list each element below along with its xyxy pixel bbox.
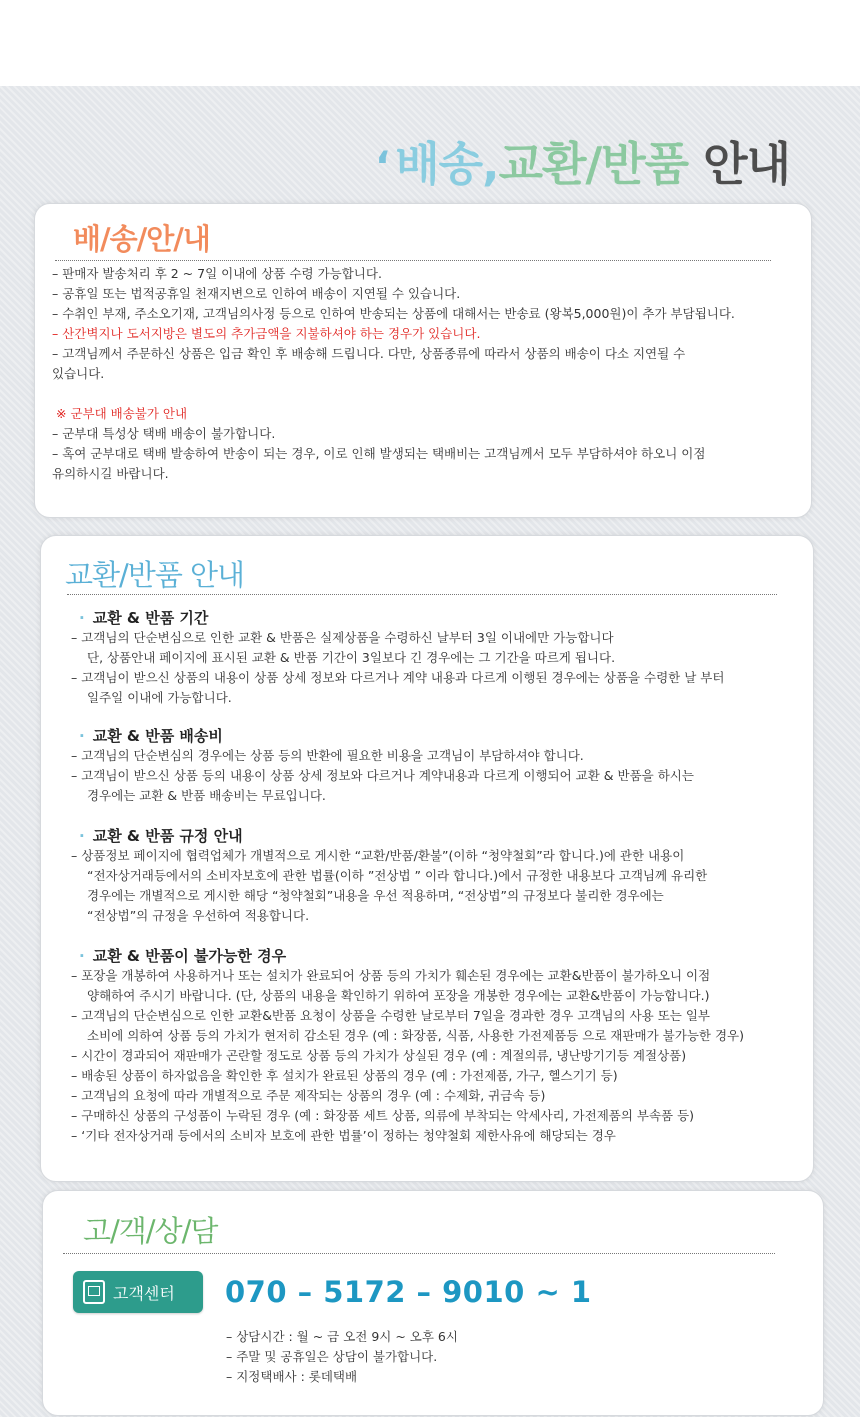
section-heading: · 교환 & 반품이 불가능한 경우 [79, 947, 287, 965]
shipping-title: 배/송/안/내 [73, 222, 210, 256]
title-shipping: 배송, [395, 137, 499, 191]
section-line: – ‘기타 전자상거래 등에서의 소비자 보호에 관한 법률’이 정하는 청약철회 제한사유에 해당되는 경우 [71, 1128, 616, 1143]
consult-holiday: – 주말 및 공휴일은 상담이 불가합니다. [226, 1349, 438, 1364]
top-spacer [0, 0, 860, 86]
bullet-icon: · [79, 727, 85, 745]
section-heading: · 교환 & 반품 기간 [79, 609, 209, 627]
section-line: – 고객님의 단순변심으로 인한 교환 & 반품은 실제상품을 수령하신 날부터 3일 이내에만 가능합니다 [71, 630, 614, 645]
shipping-line: – 고객님께서 주문하신 상품은 입금 확인 후 배송해 드립니다. 다만, 상품종류에 따라서 상품의 배송이 다소 지연될 수 [52, 346, 686, 361]
section-line: – 시간이 경과되어 재판매가 곤란할 정도로 상품 등의 가치가 상실된 경우 (예 : 계절의류, 냉난방기기등 계절상품) [71, 1048, 687, 1063]
exchange-section-rules [71, 826, 707, 926]
section-line: – 배송된 상품이 하자없음을 확인한 후 설치가 완료된 상품의 경우 (예 : 가전제품, 가구, 헬스기기 등) [71, 1068, 618, 1083]
book-icon [83, 1280, 105, 1304]
section-line: “전자상거래등에서의 소비자보호에 관한 법률(이하 ”전상법 ” 이라 합니다.)에서 규정한 내용보다 고객님께 유리한 [87, 868, 708, 883]
customer-center-label: 고객센터 [113, 1283, 175, 1303]
shipping-line: – 판매자 발송처리 후 2 ~ 7일 이내에 상품 수령 가능합니다. [52, 266, 382, 281]
military-line: 유의하시길 바랍니다. [52, 466, 169, 481]
section-line: – 고객님의 요청에 따라 개별적으로 주문 제작되는 상품의 경우 (예 : 수제화, 귀금속 등) [71, 1088, 546, 1103]
military-notice [52, 404, 705, 484]
section-line: 경우에는 개별적으로 게시한 해당 “청약철회”내용을 우선 적용하며, “전상법”의 규정보다 불리한 경우에는 [87, 888, 664, 903]
section-line: 일주일 이내에 가능합니다. [87, 690, 232, 705]
section-line: – 고객님의 단순변심의 경우에는 상품 등의 반환에 필요한 비용을 고객님이 부담하셔야 합니다. [71, 748, 584, 763]
customer-center-badge [73, 1271, 203, 1313]
bullet-icon: · [79, 947, 85, 965]
consult-card [42, 1190, 824, 1416]
military-title: ※ 군부대 배송불가 안내 [56, 406, 188, 421]
section-line: 경우에는 교환 & 반품 배송비는 무료입니다. [87, 788, 326, 803]
consult-title: 고/객/상/담 [83, 1214, 218, 1248]
bullet-icon: · [79, 609, 85, 627]
section-line: – 고객님이 받으신 상품의 내용이 상품 상세 정보와 다르거나 계약 내용과 다르게 이행된 경우에는 상품을 수령한 날 부터 [71, 670, 725, 685]
section-heading: · 교환 & 반품 배송비 [79, 727, 223, 745]
divider [63, 1253, 775, 1254]
divider [55, 260, 771, 261]
section-line: 소비에 의하여 상품 등의 가치가 현저히 감소된 경우 (예 : 화장품, 식품, 사용한 가전제품등 으로 재판매가 불가능한 경우) [87, 1028, 744, 1043]
section-line: 양해하여 주시기 바랍니다. (단, 상품의 내용을 확인하기 위하여 포장을 개봉한 경우에는 교환&반품이 가능합니다.) [87, 988, 710, 1003]
shipping-lines [52, 264, 735, 384]
page-title [375, 128, 790, 194]
shipping-line-warning: – 산간벽지나 도서지방은 별도의 추가금액을 지불하셔야 하는 경우가 있습니다. [52, 326, 481, 341]
section-line: “전상법”의 규정을 우선하여 적용합니다. [87, 908, 310, 923]
shipping-line: – 공휴일 또는 법적공휴일 천재지변으로 인하여 배송이 지연될 수 있습니다. [52, 286, 461, 301]
phone-number[interactable]: 070 – 5172 – 9010 ~ 1 [225, 1275, 592, 1309]
section-line: – 고객님이 받으신 상품 등의 내용이 상품 상세 정보와 다르거나 계약내용과 다르게 이행되어 교환 & 반품을 하시는 [71, 768, 694, 783]
section-line: – 포장을 개봉하여 사용하거나 또는 설치가 완료되어 상품 등의 가치가 훼손된 경우에는 교환&반품이 불가하오니 이점 [71, 968, 711, 983]
title-guide: 안내 [688, 137, 790, 191]
section-heading: · 교환 & 반품 규정 안내 [79, 827, 243, 845]
section-line: – 구매하신 상품의 구성품이 누락된 경우 (예 : 화장품 세트 상품, 의류에 부착되는 악세사리, 가전제품의 부속품 등) [71, 1108, 695, 1123]
exchange-card [40, 535, 814, 1182]
section-line: – 상품정보 페이지에 협력업체가 개별적으로 게시한 “교환/반품/환불”(이하 “청약철회”라 합니다.)에 관한 내용이 [71, 848, 685, 863]
exchange-section-impossible [71, 946, 744, 1146]
shipping-line: – 수취인 부재, 주소오기재, 고객님의사정 등으로 인하여 반송되는 상품에 대해서는 반송료 (왕복5,000원)이 추가 부담됩니다. [52, 306, 735, 321]
bullet-icon: · [79, 827, 85, 845]
exchange-section-period [71, 608, 724, 708]
exchange-title: 교환/반품 안내 [65, 558, 245, 592]
exchange-section-fee [71, 726, 694, 806]
shipping-line: 있습니다. [52, 366, 105, 381]
military-line: – 혹여 군부대로 택배 발송하여 반송이 되는 경우, 이로 인해 발생되는 택배비는 고객님께서 모두 부담하셔야 하오니 이점 [52, 446, 706, 461]
title-exchange: 교환/반품 [498, 137, 689, 191]
section-line: – 고객님의 단순변심으로 인한 교환&반품 요청이 상품을 수령한 날로부터 7일을 경과한 경우 고객님의 사용 또는 일부 [71, 1008, 711, 1023]
consult-courier: – 지정택배사 : 롯데택배 [226, 1369, 358, 1384]
divider [67, 594, 777, 595]
shipping-card [34, 203, 812, 518]
military-line: – 군부대 특성상 택배 배송이 불가합니다. [52, 426, 276, 441]
consult-info [226, 1327, 458, 1387]
consult-hours: – 상담시간 : 월 ~ 금 오전 9시 ~ 오후 6시 [226, 1329, 458, 1344]
quote-mark: ‘ [375, 144, 390, 190]
section-line: 단, 상품안내 페이지에 표시된 교환 & 반품 기간이 3일보다 긴 경우에는 그 기간을 따르게 됩니다. [87, 650, 616, 665]
